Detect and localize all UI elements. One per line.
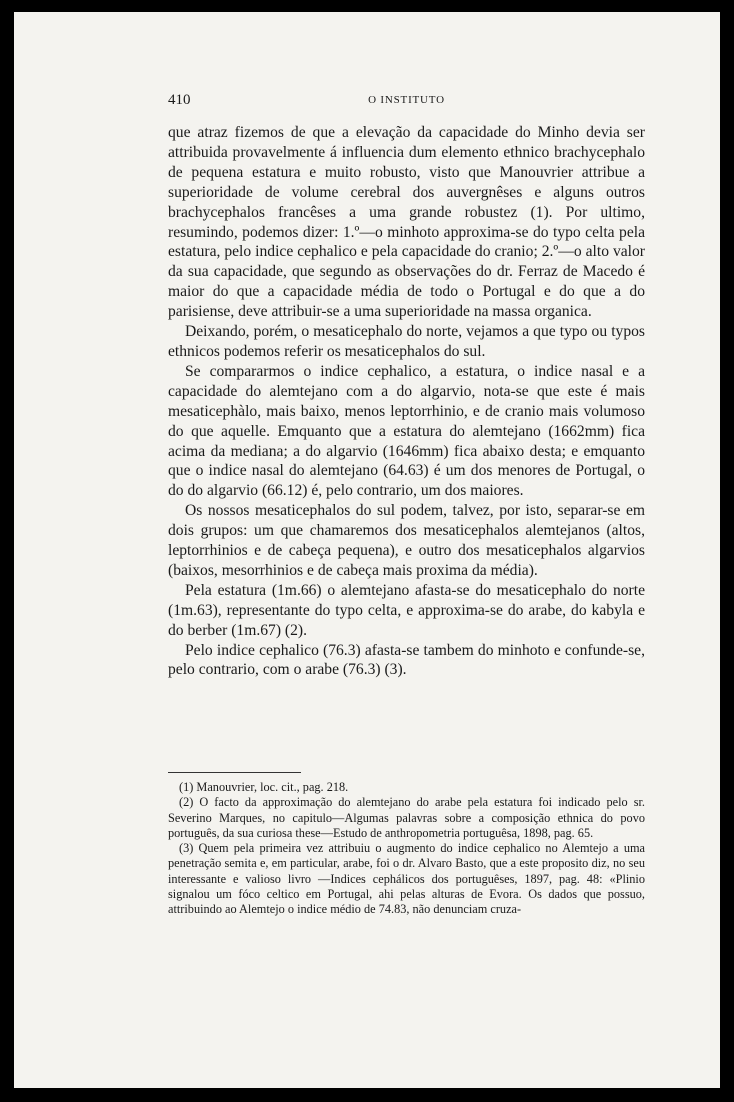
page-number: 410	[168, 92, 191, 108]
paragraph: que atraz fizemos de que a elevação da capacidade do Minho devia ser attribuida provavelmente á influencia dum elemento ethnico brachycephalo de pequena estatura e muito robusto, visto que Manouvrier attribue a superioridade de volume cerebral dos auvergnêses e alguns outros brachycephalos francêses a uma grande robustez (1). Por ultimo, resumindo, podemos dizer: 1.º—o minhoto approxima-se do typo celta pela estatura, pelo indice cephalico e pela capacidade do cranio; 2.º—o alto valor da sua capacidade, que segundo as observações do dr. Ferraz de Macedo é maior do que a capacidade média de todo o Portugal e do que a do parisiense, deve attribuir-se a uma superioridade na massa organica.	[168, 124, 645, 321]
book-page	[14, 12, 720, 1088]
footnote: (3) Quem pela primeira vez attribuiu o augmento do indice cephalico no Alemtejo a uma penetração semita e, em particular, arabe, foi o dr. Alvaro Basto, que a este proposito diz, no seu interessante e valioso livro —Indices cephálicos dos portuguêses, 1897, pag. 48: «Plinio signalou um fóco celtico em Portugal, ahi pelas alturas de Evora. Os dados que possuo, attribuindo ao Alemtejo o indice médio de 74.83, não denunciam cruza-	[168, 841, 645, 917]
paragraph: Pelo indice cephalico (76.3) afasta-se tambem do minhoto e confunde-se, pelo contrario, com o arabe (76.3) (3).	[168, 641, 645, 679]
paragraph: Os nossos mesaticephalos do sul podem, talvez, por isto, separar-se em dois grupos: um que chamaremos dos mesaticephalos alemtejanos (altos, leptorrhinios e de cabeça pequena), e outro dos mesaticephalos algarvios (baixos, mesorrhinios e de cabeça mais proxima da média).	[168, 502, 645, 579]
page-header	[168, 92, 645, 112]
paragraph: Deixando, porém, o mesaticephalo do norte, vejamos a que typo ou typos ethnicos podemos referir os mesaticephalos do sul.	[168, 323, 645, 360]
footnote: (2) O facto da approximação do alemtejano do arabe pela estatura foi indicado pelo sr. Severino Marques, no capitulo—Algumas palavras sobre a composição ethnica do povo português, da sua curiosa these—Estudo de anthropometria portuguêsa, 1898, pag. 65.	[168, 795, 645, 840]
paragraph: Pela estatura (1m.66) o alemtejano afasta-se do mesaticephalo do norte (1m.63), representante do typo celta, e approxima-se do arabe, do kabyla e do berber (1m.67) (2).	[168, 581, 645, 639]
paragraph: Se compararmos o indice cephalico, a estatura, o indice nasal e a capacidade do alemtejano com a do algarvio, nota-se que este é mais mesaticephàlo, mais baixo, menos leptorrhinio, e de cranio mais volumoso do que aquelle. Emquanto que a estatura do alemtejano (1662mm) fica acima da mediana; a do algarvio (1646mm) fica abaixo desta; e emquanto que o indice nasal do alemtejano (64.63) é um dos menores de Portugal, o do do algarvio (66.12) é, pelo contrario, um dos maiores.	[168, 362, 645, 500]
running-title: O INSTITUTO	[368, 94, 445, 106]
footnote-divider	[168, 772, 301, 773]
body-text	[168, 123, 645, 680]
footnote: (1) Manouvrier, loc. cit., pag. 218.	[179, 780, 349, 794]
footnotes	[168, 780, 645, 918]
